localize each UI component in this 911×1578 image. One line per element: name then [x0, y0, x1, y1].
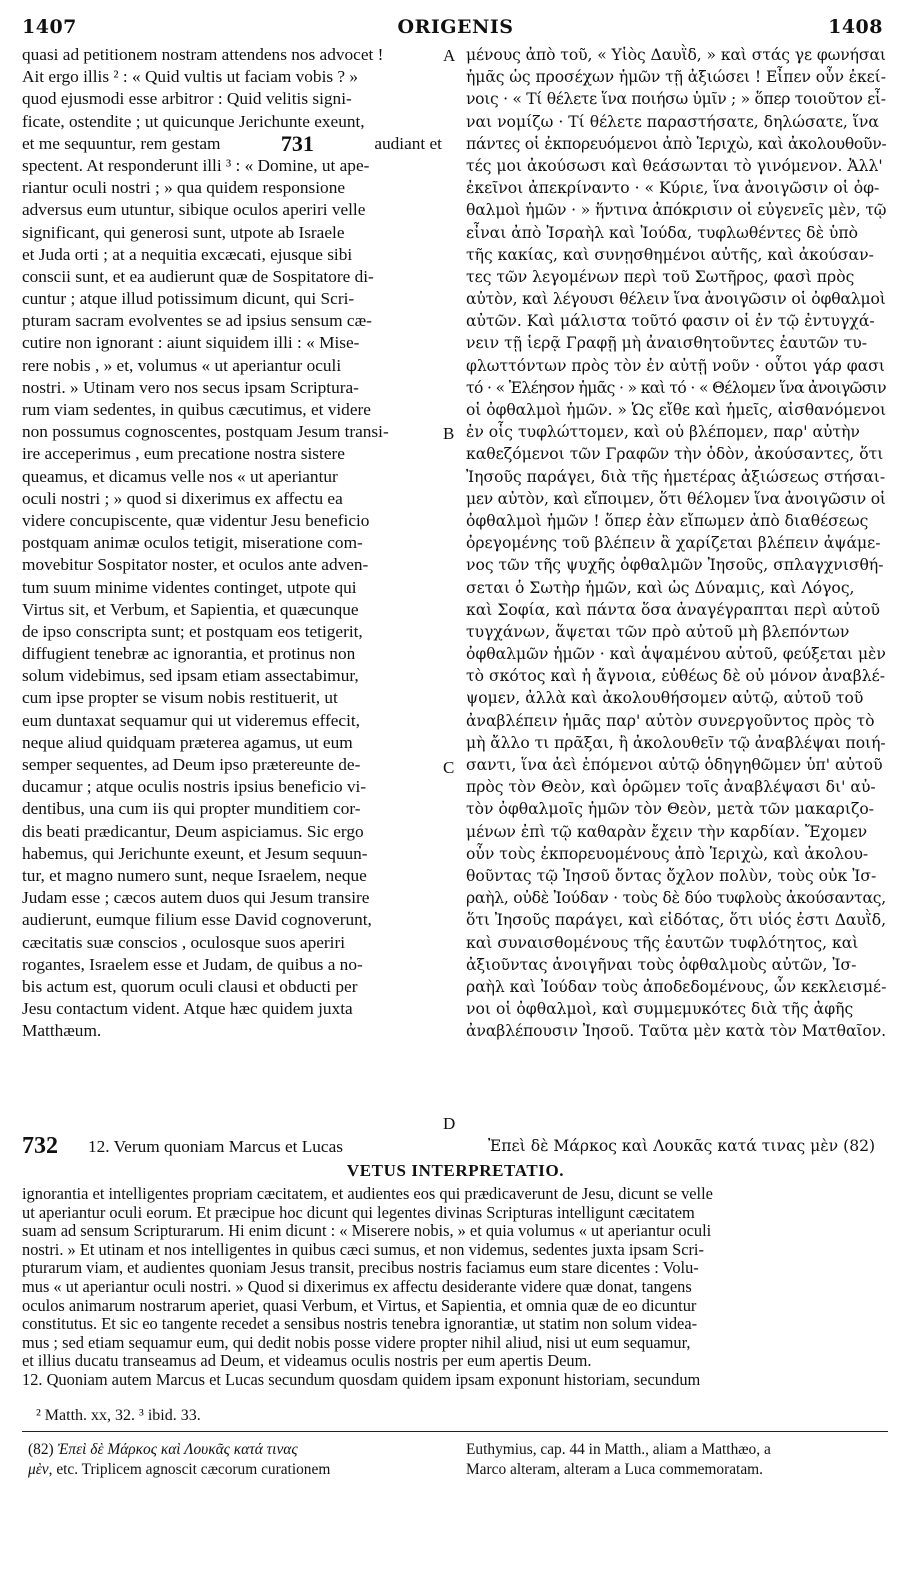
latin-line: Matthæum. — [22, 1021, 102, 1041]
greek-line: θαλμοὶ ἡμῶν · » ἥντινα ἀπόκρισιν οἱ εὐγενεῖς μὲν, τῷ — [466, 201, 886, 220]
greek-line: ἡμᾶς ὡς προσέχων ἡμῶν τῇ ἀξιώσει ! Εἶπεν οὖν ἐκεί- — [466, 68, 886, 87]
vetus-line: constitutus. Et sic eo tangente recedet a sensibus nostris tenebra ignorantiæ, ut statim non solum videa- — [22, 1315, 698, 1334]
note-82 — [28, 1440, 448, 1480]
page-number-left: 1407 — [22, 16, 77, 38]
greek-column — [466, 44, 886, 1042]
latin-line: cuntur ; atque illud potissimum dicunt, qui Scri- — [22, 289, 355, 309]
greek-line: νοι οἱ ὀφθαλμοὶ, καὶ συμμεμυκότες διὰ τῆς ἀφῆς — [466, 1000, 854, 1019]
greek-line: οὖν τοὺς ἐκπορευομένους ἀπὸ Ἱεριχὼ, καὶ ἀκολου- — [466, 844, 869, 863]
latin-line: spectent. At responderunt illi ³ : « Domine, ut ape- — [22, 155, 370, 175]
section-12-greek: Ἐπεὶ δὲ Μάρκος καὶ Λουκᾶς κατά τινας μὲν (82) — [488, 1137, 876, 1155]
latin-line: Ait ergo illis ² : « Quid vultis ut faciam vobis ? » — [22, 67, 359, 87]
note-82-comment: , etc. Triplicem agnoscit cæcorum curationem — [48, 1461, 331, 1478]
marker-a: A — [443, 46, 456, 65]
latin-line: movebitur Sospitator noster, et oculos ante adven- — [22, 555, 369, 575]
latin-line: adversus eum utuntur, sibique oculos aperiri velle — [22, 200, 366, 220]
footnotes: ² Matth. xx, 32. ³ ibid. 33. — [36, 1407, 201, 1424]
greek-line: νοις · « Τί θέλετε ἵνα ποιήσω ὑμῖν ; » ὅπερ τοιοῦτον εἶ- — [466, 90, 886, 109]
greek-line: τές μοι ἀκούσωσι καὶ θεάσωνται τὸ γινόμενον. Ἀλλ' — [466, 156, 883, 175]
vetus-line: oculos animarum nostrarum aperiet, quasi Verbum, et Virtus, et Sapientia, et omnia quæ de eo dicuntur — [22, 1296, 697, 1315]
greek-line: μένων ἐπὶ τῷ καθαρὰν ἔχειν τὴν καρδίαν. Ἔχομεν — [466, 822, 868, 841]
latin-line: diffugient tenebræ ac ignorantia, et protinus non — [22, 644, 356, 664]
latin-line: Jesu contactum vident. Atque hæc quidem juxta — [22, 999, 353, 1019]
greek-line: μεν αὐτὸν, καὶ εἴποιμεν, ὅτι θέλομεν ἵνα ἀνοιγῶσιν οἱ — [466, 489, 886, 508]
greek-line: Ἰησοῦς παράγει, διὰ τῆς ἡμετέρας ἀξιώσεως στήσαι- — [466, 467, 886, 486]
latin-line: quod ejusmodi esse arbitror : Quid velitis signi- — [22, 89, 352, 109]
greek-line: ἐκεῖνοι ἀπεκρίναντο · « Κύριε, ἵνα ἀνοιγῶσιν οἱ ὀφ- — [466, 179, 880, 198]
latin-line: pturam sacram evolventes se ad ipsius sensum cæ- — [22, 311, 372, 331]
greek-line: τό · « Ἐλέησον ἡμᾶς · » καὶ τό · « Θέλομεν ἵνα ἀνοιγῶσιν — [466, 378, 886, 397]
greek-line: οἱ ὀφθαλμοὶ ἡμῶν. » Ὡς εἴθε καὶ ἡμεῖς, αἰσθανόμενοι — [466, 401, 886, 419]
latin-line: quasi ad petitionem nostram attendens nos advocet ! — [22, 45, 384, 64]
greek-line: τῆς κακίας, καὶ συνῃσθημένοι αὐτῆς, καὶ ἀκούσαν- — [466, 245, 874, 264]
latin-line: cum ipse propter se visum nobis restituerit, ut — [22, 688, 338, 708]
vetus-line: suam ad sensum Scripturarum. Hi enim dicunt : « Miserere nobis, » et quia volumus « ut aperiantur oculi — [22, 1222, 712, 1241]
greek-line: πρὸς τὸν Θεὸν, καὶ ὁρῶμεν τοῖς ἀναβλέψασι δι' αὐ- — [466, 778, 876, 797]
greek-line: ραὴλ καὶ Ἰούδαν τοὺς ἀποδεδομένους, ὧν κεκλεισμέ- — [466, 977, 886, 996]
running-title: ORIGENIS — [397, 16, 514, 38]
greek-line: αὐτῶν. Καὶ μάλιστα τοῦτό φασιν οἱ ἐν τῷ ἐντυγχά- — [466, 312, 875, 331]
note-82-marker: (82) — [28, 1441, 58, 1458]
latin-line: audierunt, eumque filium esse David cognoverunt, — [22, 910, 372, 930]
latin-line: riantur oculi nostri ; » qua quidem responsione — [22, 178, 346, 198]
latin-line: habemus, qui Jerichunte exeunt, et Jesum sequun- — [22, 843, 368, 863]
latin-line: semper sequentes, ad Deum ipso prætereunte de- — [22, 755, 361, 774]
vetus-title: VETUS INTERPRETATIO. — [346, 1161, 565, 1180]
greek-line: τὸν ὀφθαλμοῖς ἡμῶν τὸν Θεὸν, μετὰ τῶν μακαριζο- — [466, 800, 875, 819]
latin-line: oculi nostri ; » quod si dixerimus ex affectu ea — [22, 488, 343, 508]
greek-line: εἶναι ἀπὸ Ἰσραὴλ καὶ Ἰούδα, τυφλωθέντες δὲ ὑπὸ — [466, 223, 859, 242]
latin-line: rogantes, Israelem esse et Judam, de quibus a no- — [22, 954, 363, 974]
latin-line: cæcitatis suæ conscios , oculosque suos aperiri — [22, 932, 346, 952]
notes-divider — [22, 1431, 888, 1432]
latin-line: ire acceperimus , eum precatione nostra sistere — [22, 444, 345, 464]
greek-line: νειν τῇ ἱερᾷ Γραφῇ μὴ ἀναισθητοῦντες ἑαυτῶν τυ- — [466, 334, 867, 353]
latin-line: significant, qui generosi sunt, utpote ab Israele — [22, 222, 345, 242]
greek-line: σεται ὁ Σωτὴρ ἡμῶν, καὶ ὡς Δύναμις, καὶ Λόγος, — [466, 578, 855, 597]
greek-line: ὅτι Ἰησοῦς παράγει, καὶ εἰδότας, ὅτι υἱός ἐστι Δαυῒδ, — [466, 911, 886, 930]
latin-column — [22, 44, 442, 1042]
vetus-line: nostri. » Et utinam et nos intelligentes in quibus cæci sumus, et non videmus, sedentes juxta ipsam Scri- — [22, 1240, 704, 1259]
marker-b: B — [443, 424, 455, 443]
note-82-lemma: Ἐπεὶ δὲ Μάρκος καὶ Λουκᾶς κατά τινας — [57, 1441, 298, 1458]
latin-line: postquam animæ oculos tetigit, miseratione com- — [22, 533, 363, 553]
marker-c: C — [443, 758, 455, 777]
greek-line: ὀρεγομένης τοῦ βλέπειν ἃ χαρίζεται βλέπειν ἀψάμε- — [466, 534, 881, 553]
latin-line-tail: audiant et — [374, 133, 442, 153]
latin-line: solum videbimus, sed ipsam etiam assectabimur, — [22, 666, 359, 686]
greek-line: τες τῶν λεγομένων περὶ τοῦ Σωτῆρος, φασὶ πρὸς — [466, 267, 855, 286]
greek-line: ἀναβλέπειν ἡμᾶς παρ' αὐτὸν συνεργοῦντος πρὸς τὸ — [466, 711, 875, 730]
note-line: Marco alteram, alteram a Luca commemoratam. — [466, 1461, 763, 1478]
vetus-line: ignorantia et intelligentes propriam cæcitatem, et audientes eos qui prædicaverunt de Jesu, dicunt se velle — [22, 1185, 713, 1203]
column-number-732: 732 — [22, 1133, 58, 1159]
latin-line — [22, 133, 442, 155]
note-82-continued — [466, 1440, 888, 1480]
column-number-731: 731 — [280, 132, 314, 155]
latin-line: eum duntaxat sequamur qui ut videremus effecit, — [22, 710, 361, 730]
greek-line: καὶ συναισθομένους τῆς ἑαυτῶν τυφλότητος, καὶ — [466, 933, 859, 952]
greek-line: πάντες οἱ ἐκπορευόμενοι ἀπὸ Ἱεριχὼ, καὶ ἀκολουθοῦν- — [466, 134, 886, 153]
greek-line: θοῦντας τῷ Ἰησοῦ ὄντας ὄχλον πολὺν, τοὺς οὐκ Ἰσ- — [466, 866, 877, 885]
latin-line: cutire non ignorant : aiunt siquidem illi : « Mise- — [22, 333, 360, 353]
section-12-line — [22, 1133, 892, 1161]
greek-line: ἀναβλέπουσιν Ἰησοῦ. Ταῦτα μὲν κατὰ τὸν Ματθαῖον. — [466, 1022, 886, 1041]
greek-line: νος τῶν τῆς ψυχῆς ὀφθαλμῶν Ἰησοῦς, σπλαγχνισθή- — [466, 556, 884, 575]
vetus-line: ut aperiantur oculi eorum. Et præcipue hoc dicunt qui legentes divinas Scripturas intelligunt cæcitatem — [22, 1203, 695, 1222]
latin-line: et Juda orti ; at a nequitia excæcati, ejusque sibi — [22, 244, 353, 264]
latin-line: dis beati prædicantur, Deum aspiciamus. Sic ergo — [22, 821, 364, 841]
latin-line: ducamur ; atque oculis nostris ipsius beneficio vi- — [22, 777, 367, 797]
latin-line: tur, et magno numero sunt, neque Israelem, neque — [22, 865, 367, 885]
note-82-line-2 — [28, 1460, 448, 1480]
note-82-line-1 — [28, 1440, 448, 1460]
latin-line: neque aliud quidquam præterea agamus, ut eum — [22, 732, 353, 752]
section-12-latin: 12. Verum quoniam Marcus et Lucas — [88, 1137, 343, 1156]
greek-line: σαντι, ἵνα ἀεὶ ἑπόμενοι αὐτῷ ὁδηγηθῶμεν ὑπ' αὐτοῦ — [466, 756, 883, 774]
greek-line: αὐτὸν, καὶ λέγουσι θέλειν ἵνα ἀνοιγῶσιν οἱ ὀφθαλμοὶ — [466, 290, 886, 309]
marker-d: D — [443, 1114, 456, 1133]
greek-line: ὀφθαλμοὶ ἡμῶν ! ὅπερ ἐὰν εἴπωμεν ἀπὸ διαθέσεως — [466, 511, 869, 530]
latin-line: tum suum minime videntes continget, utpote qui — [22, 577, 357, 597]
greek-line: μὴ ἄλλο τι πρᾶξαι, ἢ ἀκολουθεῖν τῷ ἀναβλέψαι ποιή- — [466, 733, 886, 752]
note-line: Euthymius, cap. 44 in Matth., aliam a Matthæo, a — [466, 1441, 771, 1458]
latin-line: ficate, ostendite ; ut quicunque Jerichunte exeunt, — [22, 111, 365, 131]
vetus-line: 12. Quoniam autem Marcus et Lucas secundum quosdam quidem ipsam exponunt historiam, secundum — [22, 1370, 701, 1389]
latin-line: bis actum est, quorum oculi clausi et obducti per — [22, 976, 358, 996]
note-82-lemma-end: μὲν — [28, 1461, 49, 1478]
vetus-interpretatio — [22, 1185, 888, 1390]
latin-line-text: et me sequuntur, rem gestam — [22, 133, 221, 153]
latin-line: Judam esse ; cæcos autem duos qui Jesum transire — [22, 888, 370, 908]
greek-line: ψομεν, ἀλλὰ καὶ ἀκολουθήσομεν αὐτῷ, αὐτοῦ τοῦ — [466, 689, 864, 708]
latin-line: Virtus sit, et Verbum, et Sapientia, et quæcunque — [22, 599, 359, 619]
latin-line: rere nobis , » et, volumus « ut aperiantur oculi — [22, 355, 342, 375]
latin-line: de ipso conscripta sunt; et postquam eos tetigerit, — [22, 621, 363, 641]
greek-line: τὸ σκότος καὶ ἡ ἄγνοια, εὐθέως δὲ οὐ μόνον ἀναβλέ- — [466, 667, 885, 686]
greek-line: καθεζόμενοι τῶν Γραφῶν τὴν ὁδὸν, ἀκούσαντες, ὅτι — [466, 445, 884, 464]
latin-line: non possumus cognoscentes, postquam Jesum transi- — [22, 422, 389, 442]
latin-line: nostri. » Utinam vero nos secus ipsam Scriptura- — [22, 377, 359, 397]
greek-line: ναι νομίζω · Τί θέλετε παραστήσατε, δηλώσατε, ἵνα — [466, 112, 879, 131]
greek-line: ραὴλ, οὐδὲ Ἰούδαν · τοὺς δὲ δύο τυφλοὺς ἀκούσαντας, — [466, 889, 886, 908]
greek-line: ἐν οἷς τυφλώττομεν, καὶ οὐ βλέπομεν, παρ' αὐτὴν — [466, 423, 860, 442]
latin-line: conscii sunt, et ea audierunt quæ de Sospitatore di- — [22, 266, 374, 286]
greek-line: καὶ Σοφία, καὶ πάντα ὅσα ἀναγέγραπται περὶ αὐτοῦ — [466, 600, 880, 619]
vetus-line: mus « ut aperiantur oculi nostri. » Quod si dixerimus ex affectu desiderante videre quæ donat, tangens — [22, 1277, 692, 1296]
greek-line: τυγχάνων, ἅψεται τῶν πρὸ αὐτοῦ μὴ βλεπόντων — [466, 622, 850, 641]
greek-line: μένους ἀπὸ τοῦ, « Υἱὸς Δαυῒδ, » καὶ στάς γε φωνήσαι — [466, 46, 886, 64]
page-number-right: 1408 — [828, 16, 883, 38]
latin-line: dentibus, una cum iis qui propter munditiem cor- — [22, 799, 361, 819]
greek-line: ὀφθαλμῶν ἡμῶν · καὶ ἁψαμένου αὐτοῦ, φεύξεται μὲν — [466, 645, 886, 664]
vetus-line: et illius ducatu transeamus ad Deum, et videamus oculis nostris per eum apertis Deum. — [22, 1352, 592, 1371]
latin-line: rum viam sedentes, in quibus cæcutimus, et videre — [22, 400, 371, 419]
latin-line: videre concupiscente, quæ videntur Jesu beneficio — [22, 510, 370, 530]
vetus-line: pturarum viam, et audientes quoniam Jesus transit, precibus nostris faciamus eum stare dicentes : Volu- — [22, 1259, 699, 1278]
latin-line: queamus, et dicamus velle nos « ut aperiantur — [22, 466, 338, 486]
greek-line: φλωττόντων πρὸς τὸν ἐν αὐτῇ νοῦν · οὗτοι γάρ φασι — [466, 356, 885, 375]
vetus-line: mus ; sed etiam sequamur eum, qui dedit nobis posse videre propter nihil aliud, nisi ut eum sequamur, — [22, 1333, 691, 1352]
greek-line: ἀξιοῦντας ἀνοιγῆναι τοὺς ὀφθαλμοὺς αὐτῶν, Ἰσ- — [466, 955, 857, 974]
